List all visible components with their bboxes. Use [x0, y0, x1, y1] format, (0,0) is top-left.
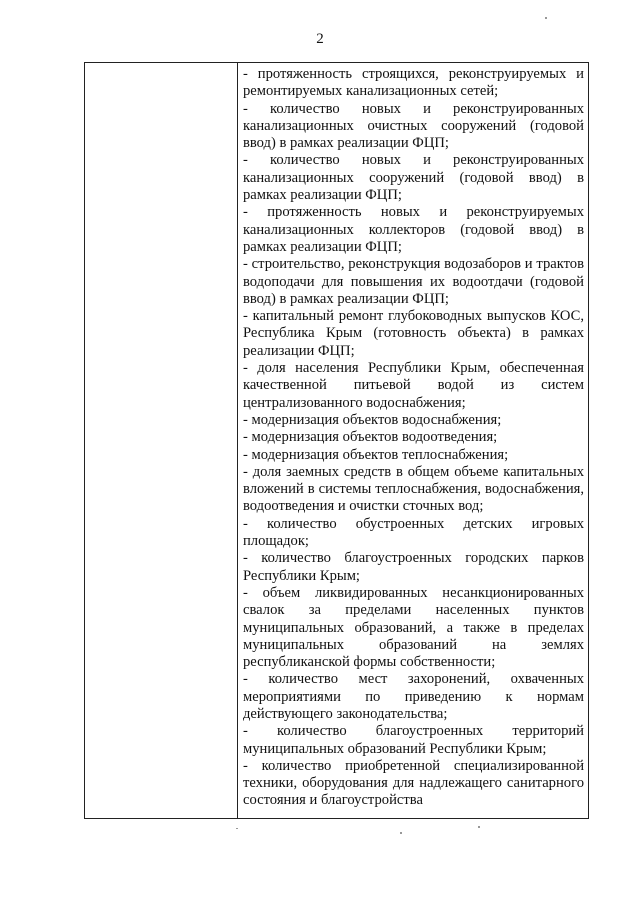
page-number: 2 [316, 31, 324, 47]
table-right-cell [238, 63, 588, 818]
indicator-item: - протяженность строящихся, реконструируемых и ремонтируемых канализационных сетей; [243, 66, 584, 100]
indicator-item: - количество обустроенных детских игровых площадок; [243, 515, 584, 550]
indicator-item: - количество новых и реконструированных канализационных очистных сооружений (годовой ввод) в рамках реализации ФЦП; [243, 100, 584, 152]
table-left-cell [85, 63, 237, 818]
indicator-item: - количество мест захоронений, охваченных мероприятиями по приведению к нормам действующего законодательства; [243, 671, 584, 722]
indicator-item: - модернизация объектов водоснабжения; [243, 411, 502, 428]
indicator-item: - протяженность новых и реконструируемых канализационных коллекторов (годовой ввод) в рамках реализации ФЦП; [243, 204, 584, 255]
indicator-item: - объем ликвидированных несанкционированных свалок за пределами населенных пунктов муниципальных образований, а также в пределах муниципальных образований на землях республиканской формы собственности; [243, 584, 584, 671]
indicator-item: - доля заемных средств в общем объеме капитальных вложений в системы теплоснабжения, водоснабжения, водоотведения и очистки сточных вод; [243, 463, 584, 515]
indicator-item: - модернизация объектов водоотведения; [243, 429, 498, 446]
indicator-item: - количество новых и реконструированных канализационных сооружений (годовой ввод) в рамках реализации ФЦП; [243, 152, 584, 204]
indicator-item: - модернизация объектов теплоснабжения; [243, 446, 509, 463]
indicator-item: - доля населения Республики Крым, обеспеченная качественной питьевой водой из систем централизованного водоснабжения; [243, 360, 584, 411]
indicator-item: - количество благоустроенных городских парков Республики Крым; [243, 550, 584, 584]
scan-speck [545, 17, 547, 19]
scan-speck [478, 826, 480, 828]
indicator-item: - количество благоустроенных территорий муниципальных образований Республики Крым; [243, 723, 584, 757]
indicator-item: - строительство, реконструкция водозаборов и трактов водоподачи для повышения их водоотдачи (годовой ввод) в рамках реализации ФЦП; [243, 256, 584, 307]
indicators-table [84, 62, 589, 819]
indicator-item: - количество приобретенной специализированной техники, оборудования для надлежащего санитарного состояния и благоустройства [243, 757, 584, 809]
scan-speck [236, 828, 238, 829]
indicator-item: - капитальный ремонт глубоководных выпусков КОС, Республика Крым (готовность объекта) в рамках реализации ФЦП; [243, 308, 584, 359]
scan-speck [400, 832, 402, 834]
